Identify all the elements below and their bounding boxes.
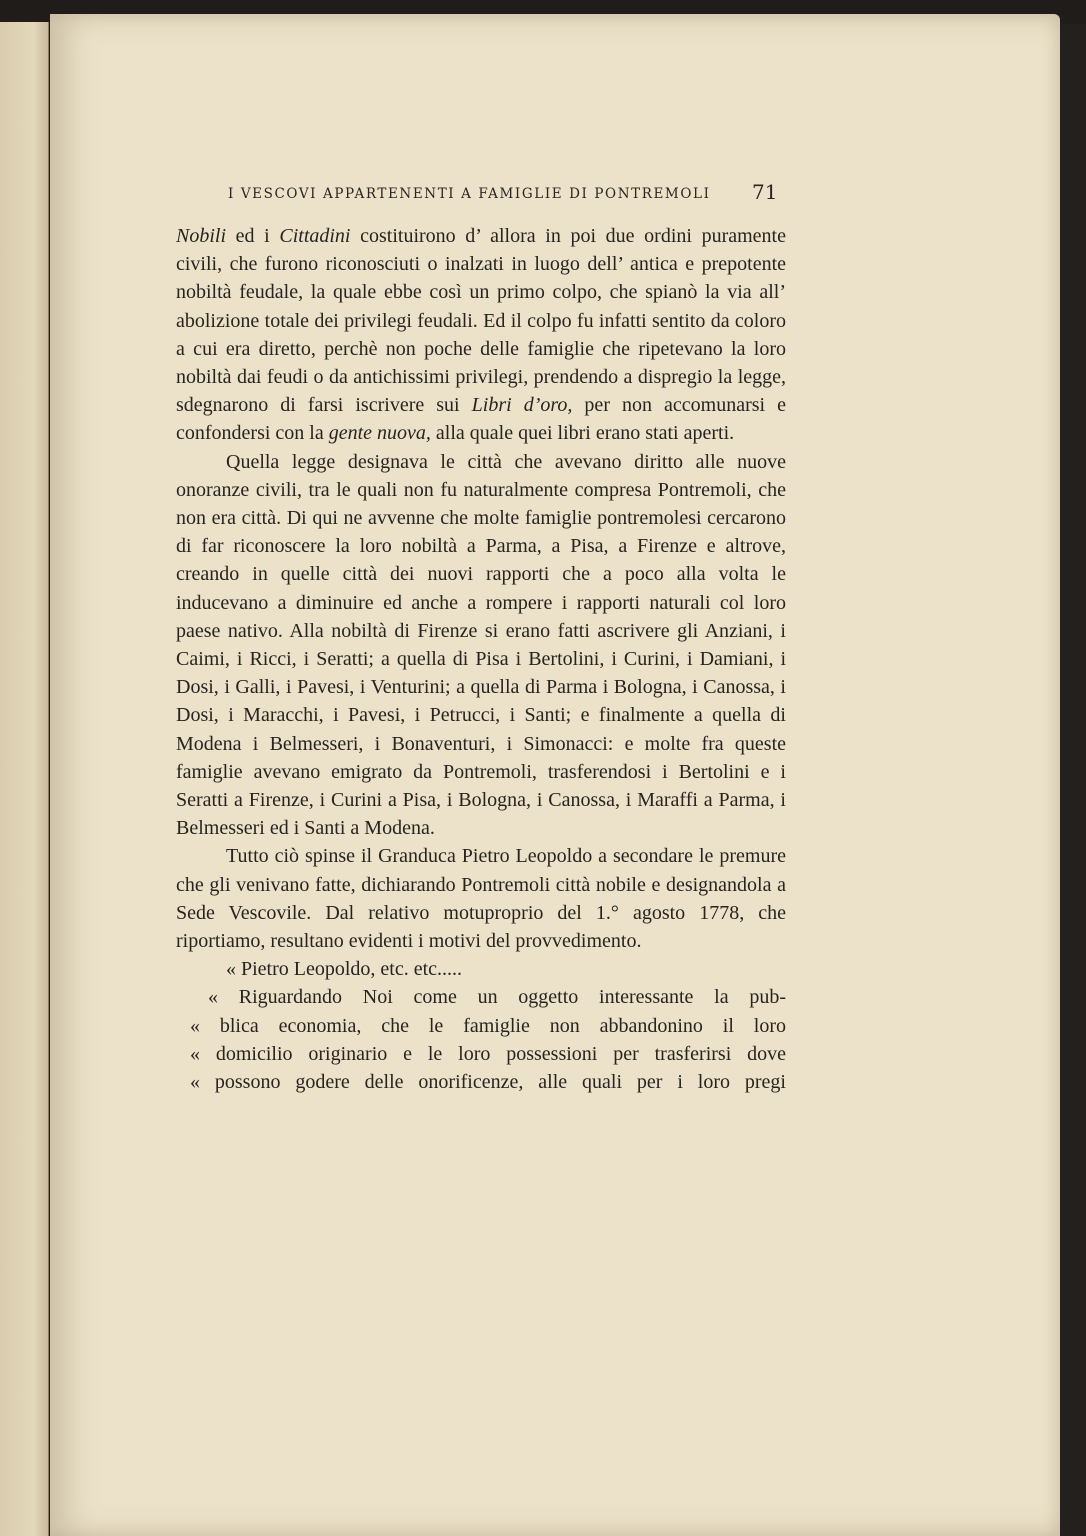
italic-term: Libri d’oro, xyxy=(471,394,573,417)
italic-term: Cittadini xyxy=(279,225,351,247)
quote-opening: « Pietro Leopoldo, etc. etc..... xyxy=(226,958,463,981)
italic-term: Nobili xyxy=(176,225,227,247)
paragraph-1: Nobili ed i Cittadini costituirono d’ allora in poi due ordini puramente civili, che furono riconosciuti o inalzati in luogo dell’ antica e prepotente nobiltà feudale, la quale ebbe così un primo colpo, che spianò la via all’ abolizione totale dei privilegi feudali. Ed il colpo fu infatti sentito da coloro a cui era diretto, perchè non poche delle famiglie che ripetevano la loro nobiltà dai feudi o da antichissimi privilegi, prendendo a dispregio la legge, sdegnarono di farsi iscrivere sui Libri d’oro, per non accomunarsi e confondersi con la gente nuova, alla quale quei libri erano stati aperti. xyxy=(176,225,787,445)
body-text xyxy=(176,222,786,1096)
quotation xyxy=(176,983,786,1096)
paragraph-3: Tutto ciò spinse il Granduca Pietro Leopoldo a secondare le premure che gli venivano fatte, dichiarando Pontremoli città nobile e designandola a Sede Vescovile. Dal relativo motuproprio del 1.° agosto 1778, che riportiamo, resultano evidenti i motivi del provvedimento. xyxy=(176,845,786,953)
paragraph-2: Quella legge designava le città che avevano diritto alle nuove onoranze civili, tra le quali non fu naturalmente compresa Pontremoli, che non era città. Di qui ne avvenne che molte famiglie pontremolesi cercarono di far riconoscere la loro nobiltà a Parma, a Pisa, a Firenze e altrove, creando in quelle città dei nuovi rapporti che a poco alla volta le inducevano a diminuire ed anche a rompere i rapporti naturali col loro paese nativo. Alla nobiltà di Firenze si erano fatti ascrivere gli Anziani, i Caimi, i Ricci, i Seratti; a quella di Pisa i Bertolini, i Curini, i Damiani, i Dosi, i Galli, i Pavesi, i Venturini; a quella di Parma i Bologna, i Canossa, i Dosi, i Maracchi, i Pavesi, i Petrucci, i Santi; e finalmente a quella di Modena i Belmesseri, i Bonaventuri, i Simonacci: e molte fra queste famiglie avevano emigrato da Pontremoli, trasferendosi i Bertolini e i Seratti a Firenze, i Curini a Pisa, i Bologna, i Canossa, i Maraffi a Parma, i Belmesseri ed i Santi a Modena. xyxy=(176,450,786,840)
page-number: 71 xyxy=(752,180,778,204)
background-edge xyxy=(1060,24,1086,1536)
italic-term: gente nuova, xyxy=(328,422,431,445)
running-head: I VESCOVI APPARTENENTI A FAMIGLIE DI PONTREMOLI xyxy=(228,186,711,202)
quote-line: « blica economia, che le famiglie non abbandonino il loro xyxy=(190,1014,786,1037)
quote-line: « possono godere delle onorificenze, alle quali per i loro pregi xyxy=(190,1071,786,1094)
quote-line: « domicilio originario e le loro possessioni per trasferirsi dove xyxy=(190,1042,786,1065)
quote-line: « Riguardando Noi come un oggetto interessante la pub- xyxy=(208,986,786,1009)
facing-page-edge xyxy=(0,22,49,1536)
